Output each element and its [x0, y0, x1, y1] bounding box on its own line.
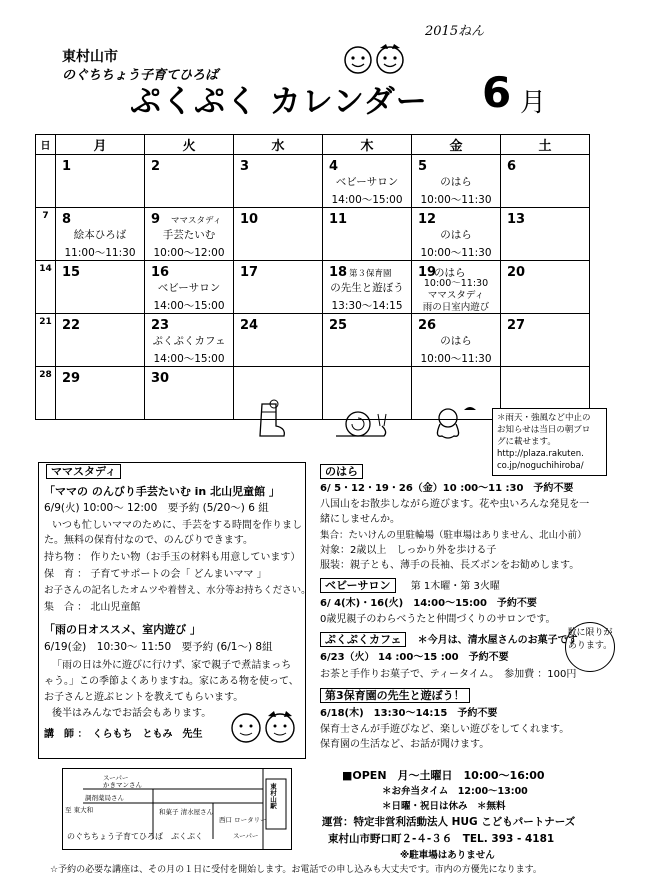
- day-cell-mon: [56, 314, 145, 367]
- cafe-tag: ぷくぷくカフェ: [320, 632, 406, 647]
- mama-study-line: た。無料の保育付なので、のんびりできます。: [44, 535, 253, 546]
- weekday-tue: 火: [145, 135, 234, 155]
- day-number: 4: [329, 159, 339, 174]
- closed-days: ＊日曜・祝日は休み ＊無料: [382, 801, 506, 812]
- day-cell-tue: [145, 314, 234, 367]
- day-cell-wed: [234, 261, 323, 314]
- weekday-thu: 木: [323, 135, 412, 155]
- org-city: 東村山市: [62, 49, 118, 65]
- day-cell-wed: [234, 314, 323, 367]
- weekday-header-row: [36, 135, 590, 155]
- day-cell-sat: [501, 314, 590, 367]
- calendar-table: [35, 134, 590, 420]
- weekday-mon: 月: [56, 135, 145, 155]
- day-event-text: 手芸たいむ: [162, 229, 216, 241]
- nohara-line: 集合：たいけんの里駐輪場（駐車場はありません、北山小前）: [320, 530, 587, 541]
- baby-salon-line: 0歳児親子のわらべうたと仲間づくりのサロンです。: [320, 614, 556, 625]
- mama-study-tag: ママスタディ: [46, 464, 121, 479]
- day-event-text: 14:00〜15:00: [153, 353, 225, 365]
- weekday-wed: 水: [234, 135, 323, 155]
- day-number: 9: [151, 212, 161, 227]
- day-cell-tue: [145, 261, 234, 314]
- day-event-text: 14:00〜15:00: [153, 300, 225, 312]
- day-cell-thu: [323, 314, 412, 367]
- day-number: 11: [329, 212, 348, 227]
- day-cell-tue: [145, 155, 234, 208]
- week-sunday-cell: [36, 367, 56, 420]
- map-label: 和菓子 清水屋さん: [159, 808, 214, 816]
- mama-study-event1-date: 6/9(火) 10:00〜 12:00 要予約 (5/20〜) 6 組: [44, 502, 269, 514]
- calendar-title: ぷくぷく カレンダー: [130, 84, 428, 120]
- day-event-text: 10:00〜12:00: [153, 247, 225, 259]
- weekday-sat: 土: [501, 135, 590, 155]
- nursery-line: 保育園の生活など、お話が聞けます。: [320, 739, 490, 750]
- day-number: 13: [507, 212, 526, 227]
- day-number: 6: [507, 159, 517, 174]
- nohara-line: 対象：2歳以上 しっかり外を歩ける子: [320, 545, 497, 556]
- day-number: 3: [240, 159, 250, 174]
- weekday-sun: 日: [36, 135, 56, 155]
- day-cell-wed: [234, 155, 323, 208]
- day-event-text: のはら: [440, 335, 472, 347]
- day-number: 24: [240, 318, 259, 333]
- day-cell-mon: [56, 261, 145, 314]
- nursery-schedule: 6/18(木) 13:30〜14:15 予約不要: [320, 708, 498, 719]
- day-cell-mon: [56, 208, 145, 261]
- day-cell-tue: [145, 208, 234, 261]
- mama-study-line: 後半はみんなでお話会もあります。: [52, 708, 212, 719]
- cafe-schedule: 6/23（火） 14 :00〜15 :00 予約不要: [320, 652, 509, 663]
- map-label: かきマンさん: [103, 781, 142, 789]
- cafe-line: お茶と手作りお菓子で、ティータイム。 参加費 ：100円: [320, 669, 577, 680]
- mama-study-line: お子さんの記名したオムツや着替え、水分等お持ちください。: [44, 585, 311, 596]
- week-sunday-cell: [36, 208, 56, 261]
- day-cell-thu: [323, 261, 412, 314]
- month-number: 6: [482, 68, 512, 117]
- nohara-line: 緒にしませんか。: [320, 514, 400, 525]
- day-event-text: 10:00〜11:30: [420, 247, 492, 259]
- mama-study-event2-title: 「雨の日オススメ、室内遊び 」: [44, 623, 202, 636]
- baby-salon-schedule: 6/ 4(木)・16(火) 14:00〜15:00 予約不要: [320, 598, 537, 609]
- day-number: 18: [329, 265, 348, 280]
- nursery-line: 保育士さんが手遊びなど、楽しい遊びをしてくれます。: [320, 724, 570, 735]
- mama-study-event1-title: 「ママの のんびり手芸たいむ in 北山児童館 」: [44, 485, 280, 498]
- sunday-date: 21: [39, 317, 52, 327]
- sunday-date: 14: [39, 264, 52, 274]
- mama-study-lecturer: 講 師 ： くらもち ともみ 先生: [44, 729, 203, 740]
- teru-teru-bozu-illustration: [428, 404, 478, 442]
- baby-salon-tag: ベビーサロン: [320, 578, 396, 593]
- mama-study-line: 持ち物 ： 作りたい物（お手玉の材料も用意しています）: [44, 552, 301, 563]
- rain-notice: [492, 408, 607, 476]
- map-label-hiroba: のぐちちょう子育てひろば ぷくぷく: [67, 832, 203, 841]
- day-event-text: のはら: [440, 229, 472, 241]
- calendar-week-row: [36, 155, 590, 208]
- rain-notice-line: ＊雨天・強風など中止の: [497, 413, 591, 423]
- map-label: スーパー: [233, 832, 259, 840]
- day-cell-mon: [56, 155, 145, 208]
- footer-note: ☆予約の必要な講座は、その月の１日に受付を開始します。お電話での申し込みも大丈夫です。市内の方優先になります。: [50, 865, 542, 875]
- day-number: 10: [240, 212, 259, 227]
- address-phone: 東村山市野口町２-４-３６ TEL. 393 - 4181: [328, 833, 555, 845]
- day-cell-sat: [501, 155, 590, 208]
- day-event-text: ベビーサロン: [335, 176, 399, 188]
- mama-study-line: 集 合 ： 北山児童館: [44, 602, 141, 613]
- day-cell-sat: [501, 261, 590, 314]
- map-label: 西口 ロータリー: [219, 816, 267, 824]
- day-event-text: 14:00〜15:00: [331, 194, 403, 206]
- baby-salon-sub: 第 1木曜・第 3火曜: [410, 581, 500, 592]
- day-number: 29: [62, 371, 81, 386]
- day-event-text: ママスタディ: [427, 290, 485, 301]
- day-number: 17: [240, 265, 259, 280]
- weekday-fri: 金: [412, 135, 501, 155]
- org-name: のぐちちょう子育てひろば: [62, 68, 219, 83]
- day-number: 30: [151, 371, 170, 386]
- day-cell-fri: [412, 208, 501, 261]
- day-number: 23: [151, 318, 170, 333]
- day-event-text: 13:30〜14:15: [331, 300, 403, 312]
- day-number: 1: [62, 159, 72, 174]
- nohara-line: 八国山をお散歩しながら遊びます。花や虫いろんな発見を一: [320, 499, 590, 510]
- day-event-tag: 第３保育園: [349, 269, 392, 279]
- day-number: 12: [418, 212, 437, 227]
- map-label: スーパー: [103, 774, 129, 782]
- day-number: 2: [151, 159, 161, 174]
- day-number: 27: [507, 318, 526, 333]
- day-event-text: の先生と遊ぼう: [330, 282, 404, 294]
- lunch-time: ＊お弁当タイム 12:00〜13:00: [382, 786, 528, 797]
- open-hours: ■OPEN 月〜土曜日 10:00〜16:00: [342, 769, 545, 782]
- calendar-week-row: [36, 314, 590, 367]
- map-label-station: 東村山駅: [269, 783, 277, 809]
- mama-study-line: お子さんと遊ぶヒントを教えてもらいます。: [44, 692, 244, 703]
- day-cell-mon: [56, 367, 145, 420]
- sunday-date: 28: [39, 370, 52, 380]
- day-cell-fri: [412, 155, 501, 208]
- access-map: [62, 768, 292, 850]
- map-label: 調剤薬局さん: [85, 794, 124, 802]
- mama-study-line: 保 育 ： 子育てサポートの会「 どんまいママ 」: [44, 569, 267, 580]
- mama-study-line: いつも忙しいママのために、手芸をする時間を作りまし: [52, 520, 302, 531]
- day-cell-tue: [145, 367, 234, 420]
- blog-url-line1[interactable]: http://plaza.rakuten.: [497, 449, 584, 459]
- nursery-tag: 第3保育園の先生と遊ぼう！: [320, 688, 470, 703]
- day-number: 15: [62, 265, 81, 280]
- day-number: 16: [151, 265, 170, 280]
- operator: 運営：特定非営利活動法人 HUG こどもパートナーズ: [322, 816, 576, 828]
- calendar-week-row: [36, 261, 590, 314]
- day-cell-sat: [501, 208, 590, 261]
- limited-quantity-badge: 数に限りがあります。: [565, 622, 615, 672]
- year-note: 2015ねん: [425, 24, 485, 39]
- nohara-line: 服装：親子とも、薄手の長袖、長ズボンをお勧めします。: [320, 560, 580, 571]
- day-event-text: 10:00〜11:30: [423, 278, 489, 289]
- day-event-text: のはら: [440, 176, 472, 188]
- mama-study-event2-date: 6/19(金) 10:30〜 11:50 要予約 (6/1〜) 8組: [44, 641, 273, 653]
- day-number: 20: [507, 265, 526, 280]
- day-number: 22: [62, 318, 81, 333]
- sunday-date: 7: [42, 211, 49, 221]
- kids-faces-illustration: [340, 40, 410, 76]
- day-cell-thu: [323, 155, 412, 208]
- day-number: 26: [418, 318, 437, 333]
- day-number: 19: [418, 265, 437, 280]
- day-number: 5: [418, 159, 428, 174]
- day-event-text: 雨の日室内遊び: [422, 302, 490, 313]
- day-event-text: 10:00〜11:30: [420, 194, 492, 206]
- day-event-text: 11:00〜11:30: [64, 247, 136, 259]
- day-cell-fri: [412, 261, 501, 314]
- rain-notice-line: お知らせは当日の朝ブロ: [497, 425, 591, 435]
- mama-study-line: ゃう。」この季節よくありますね。家にある物を使って、: [44, 676, 299, 687]
- day-event-text: 10:00〜11:30: [420, 353, 492, 365]
- week-sunday-cell: [36, 261, 56, 314]
- calendar-week-row: [36, 208, 590, 261]
- blog-url-line2[interactable]: co.jp/noguchihiroba/: [497, 461, 584, 471]
- rain-notice-line: グに載せます。: [497, 437, 556, 447]
- day-event-tag: のはら: [434, 267, 466, 279]
- kids-illustration-small: [228, 706, 300, 748]
- nohara-tag: のはら: [320, 464, 363, 479]
- day-event-text: ぷくぷくカフェ: [152, 335, 226, 347]
- week-sunday-cell: [36, 314, 56, 367]
- cafe-note: ＊今月は、清水屋さんのお菓子です: [417, 635, 578, 646]
- day-cell-wed: [234, 208, 323, 261]
- day-event-tag: ママスタディ: [171, 216, 222, 226]
- mama-study-line: 「雨の日は外に遊びに行けず、家で親子で煮詰まっち: [52, 660, 292, 671]
- week-sunday-cell: [36, 155, 56, 208]
- parking-note: ※駐車場はありません: [400, 850, 495, 861]
- day-cell-thu: [323, 208, 412, 261]
- day-event-text: 絵本ひろば: [73, 229, 127, 241]
- map-label: 至 東大和: [65, 806, 94, 814]
- month-kanji: 月: [520, 88, 547, 118]
- day-event-text: ベビーサロン: [157, 282, 221, 294]
- nohara-schedule: 6/ 5・12・19・26（金）10 :00〜11 :30 予約不要: [320, 483, 574, 494]
- snail-illustration: [332, 402, 392, 442]
- day-number: 8: [62, 212, 72, 227]
- day-cell-fri: [412, 314, 501, 367]
- day-number: 25: [329, 318, 348, 333]
- boot-illustration: [252, 398, 292, 440]
